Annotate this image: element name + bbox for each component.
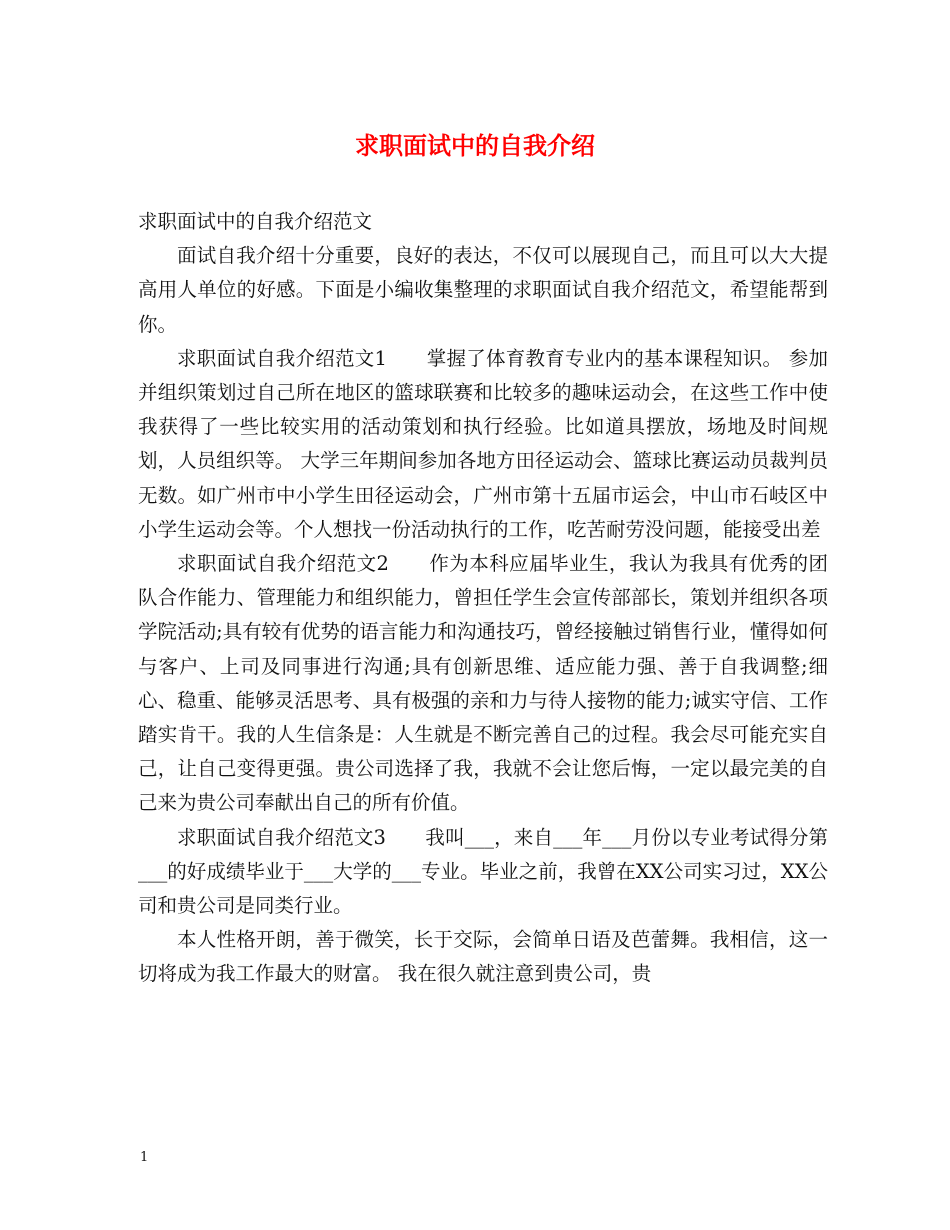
- paragraph-sample-1: 求职面试自我介绍范文1 掌握了体育教育专业内的基本课程知识。 参加并组织策划过自己所在地区的篮球联赛和比较多的趣味运动会，在这些工作中使我获得了一些比较实用的活动策划和执行经验。比如道具摆放，场地及时间规划，人员组织等。 大学三年期间参加各地方田径运动会、篮球比赛运动员裁判员无数。如广州市中小学生田径运动会，广州市第十五届市运会，中山市石岐区中小学生运动会等。个人想找一份活动执行的工作，吃苦耐劳没问题，能接受出差: [138, 346, 828, 541]
- paragraph-sample-3: 求职面试自我介绍范文3 我叫___，来自___年___月份以专业考试得分第___的好成绩毕业于___大学的___专业。毕业之前，我曾在XX公司实习过，XX公司和贵公司是同类行业。: [138, 825, 828, 918]
- document-body: [138, 205, 828, 992]
- document-subtitle: 求职面试中的自我介绍范文: [138, 210, 373, 233]
- page-number: 1: [140, 1150, 149, 1165]
- paragraph-sample-2: 求职面试自我介绍范文2 作为本科应届毕业生，我认为我具有优秀的团队合作能力、管理能力和组织能力，曾担任学生会宣传部部长，策划并组织各项学院活动;具有较有优势的语言能力和沟通技巧，曾经接触过销售行业，懂得如何与客户、上司及同事进行沟通;具有创新思维、适应能力强、善于自我调整;细心、稳重、能够灵活思考、具有极强的亲和力与待人接物的能力;诚实守信、工作踏实肯干。我的人生信条是：人生就是不断完善自己的过程。我会尽可能充实自己，让自己变得更强。贵公司选择了我，我就不会让您后悔，一定以最完美的自己来为贵公司奉献出自己的所有价值。: [138, 552, 828, 815]
- paragraph-intro: 面试自我介绍十分重要，良好的表达，不仅可以展现自己，而且可以大大提高用人单位的好感。下面是小编收集整理的求职面试自我介绍范文，希望能帮到你。: [138, 244, 828, 336]
- document-title: 求职面试中的自我介绍: [355, 132, 595, 160]
- paragraph-personality: 本人性格开朗，善于微笑，长于交际，会简单日语及芭蕾舞。我相信，这一切将成为我工作最大的财富。 我在很久就注意到贵公司，贵: [138, 928, 828, 986]
